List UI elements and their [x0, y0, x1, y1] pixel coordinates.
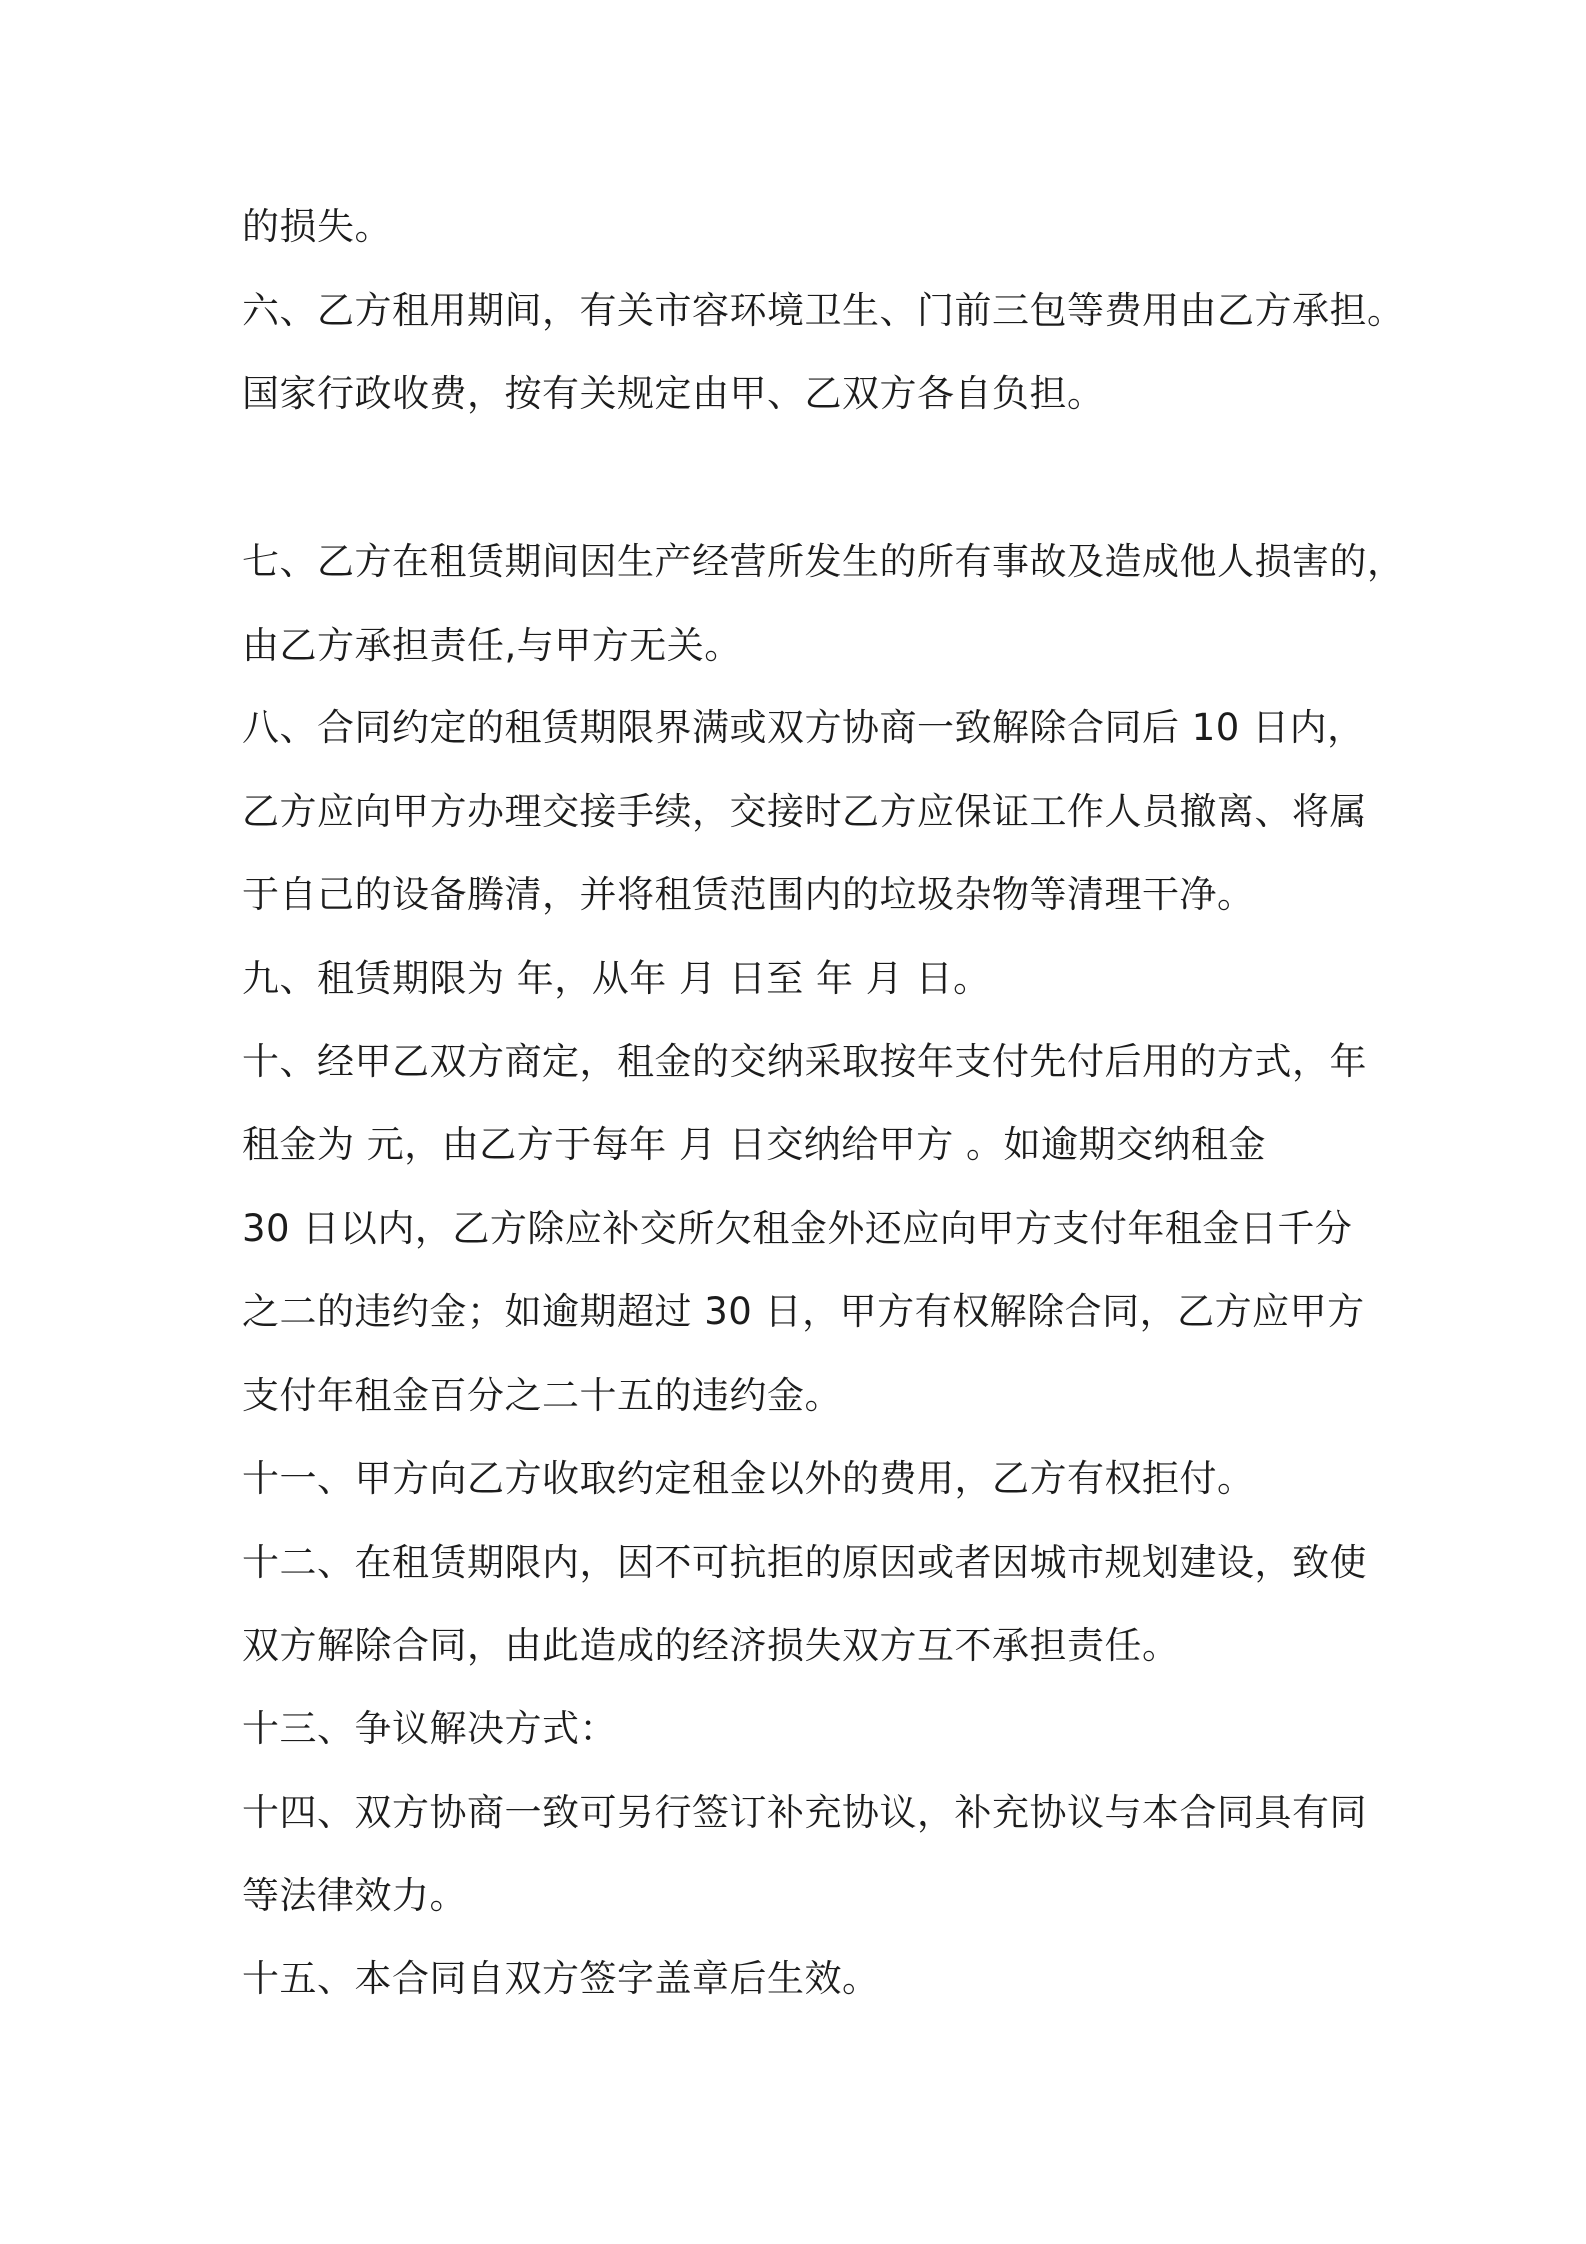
text-line-clause-7: 七、乙方在租赁期间因生产经营所发生的所有事故及造成他人损害的， — [242, 540, 1405, 583]
text-line-clause-12: 十二、在租赁期限内，因不可抗拒的原因或者因城市规划建设，致使 — [242, 1541, 1367, 1584]
text-line-clause-8-cont: 于自己的设备腾清，并将租赁范围内的垃圾杂物等清理干净。 — [242, 873, 1255, 916]
text-line-clause-8-cont: 乙方应向甲方办理交接手续，交接时乙方应保证工作人员撤离、将属 — [242, 790, 1367, 833]
text-line-clause-6: 六、乙方租用期间，有关市容环境卫生、门前三包等费用由乙方承担。 — [242, 289, 1405, 332]
text-line-clause-13: 十三、争议解决方式： — [242, 1707, 617, 1750]
text-line-clause-8: 八、合同约定的租赁期限界满或双方协商一致解除合同后 10 日内， — [242, 706, 1365, 749]
text-line-clause-15: 十五、本合同自双方签字盖章后生效。 — [242, 1957, 880, 2000]
text-line-clause-9: 九、租赁期限为 年，从年 月 日至 年 月 日。 — [242, 957, 991, 1000]
text-line-clause-10-cont: 30 日以内，乙方除应补交所欠租金外还应向甲方支付年租金日千分 — [242, 1207, 1353, 1250]
text-line-clause-12-cont: 双方解除合同，由此造成的经济损失双方互不承担责任。 — [242, 1624, 1180, 1667]
text-line-clause-5-end: 的损失。 — [242, 205, 392, 248]
text-line-clause-6-cont: 国家行政收费，按有关规定由甲、乙双方各自负担。 — [242, 372, 1105, 415]
text-line-clause-10: 十、经甲乙双方商定，租金的交纳采取按年支付先付后用的方式，年 — [242, 1040, 1367, 1083]
text-line-clause-14-cont: 等法律效力。 — [242, 1874, 467, 1917]
text-line-clause-10-cont: 租金为 元，由乙方于每年 月 日交纳给甲方 。如逾期交纳租金 — [242, 1123, 1267, 1166]
text-line-clause-10-cont: 支付年租金百分之二十五的违约金。 — [242, 1374, 842, 1417]
text-line-clause-7-cont: 由乙方承担责任,与甲方无关。 — [242, 624, 742, 667]
text-line-clause-14: 十四、双方协商一致可另行签订补充协议，补充协议与本合同具有同 — [242, 1791, 1367, 1834]
text-line-clause-10-cont: 之二的违约金；如逾期超过 30 日，甲方有权解除合同，乙方应甲方 — [242, 1290, 1365, 1333]
text-line-clause-11: 十一、甲方向乙方收取约定租金以外的费用，乙方有权拒付。 — [242, 1457, 1255, 1500]
